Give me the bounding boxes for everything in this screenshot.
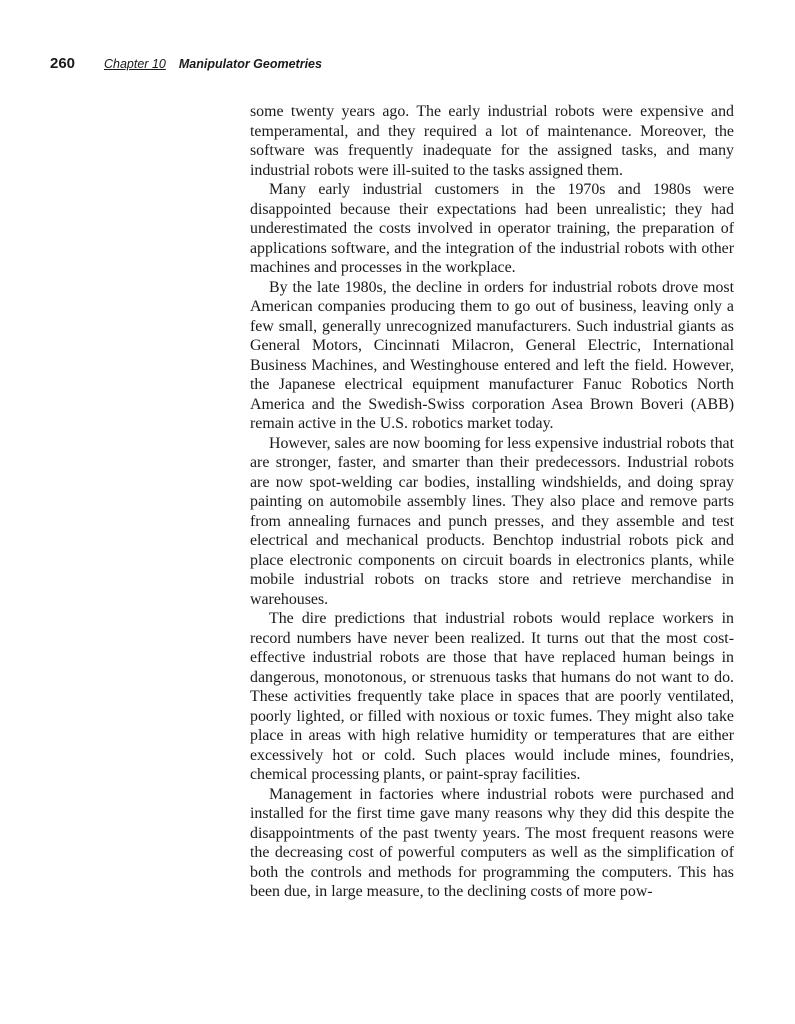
running-head [50, 55, 322, 73]
paragraph: However, sales are now booming for less expensive industrial robots that are stronger, faster, and smarter than their predecessors. Industrial robots are now spot-welding car bodies, installing windshields, and doing spray painting on automobile assembly lines. They also place and remove parts from annealing furnaces and punch presses, and they assemble and test electrical and mechanical products. Benchtop industrial robots pick and place electronic components on circuit boards in electronics plants, while mobile industrial robots on tracks store and retrieve merchandise in warehouses. [250, 434, 734, 608]
body-text [250, 102, 734, 902]
page-number: 260 [50, 55, 76, 72]
chapter-title: Manipulator Geometries [178, 57, 322, 71]
paragraph: By the late 1980s, the decline in orders for industrial robots drove most American companies producing them to go out of business, leaving only a few small, generally unrecognized manufacturers. Such industrial giants as General Motors, Cincinnati Milacron, General Electric, International Business Machines, and Westinghouse entered and left the field. However, the Japanese electrical equipment manufacturer Fanuc Robotics North America and the Swedish-Swiss corporation Asea Brown Boveri (ABB) remain active in the U.S. robotics market today. [250, 278, 734, 432]
paragraph-continued: some twenty years ago. The early industrial robots were expensive and temperamental, and they required a lot of maintenance. Moreover, the software was frequently inadequate for the assigned tasks, and many industrial robots were ill-suited to the tasks assigned them. [250, 103, 734, 179]
paragraph: The dire predictions that industrial robots would replace workers in record numbers have never been realized. It turns out that the most cost-effective industrial robots are those that have replaced human beings in dangerous, monotonous, or strenuous tasks that humans do not want to do. These activities frequently take place in spaces that are poorly ventilated, poorly lighted, or filled with noxious or toxic fumes. They might also take place in areas with high relative humidity or temperatures that are either excessively hot or cold. Such places would include mines, foundries, chemical processing plants, or paint-spray facilities. [250, 610, 734, 783]
paragraph: Many early industrial customers in the 1970s and 1980s were disappointed because their expectations had been unrealistic; they had underestimated the costs involved in operator training, the preparation of applications software, and the integration of the industrial robots with other machines and processes in the workplace. [250, 181, 734, 276]
paragraph: Management in factories where industrial robots were purchased and installed for the first time gave many reasons why they did this despite the disappointments of the past twenty years. The most frequent reasons were the decreasing cost of powerful computers as well as the simplification of both the controls and methods for programming the computers. This has been due, in large measure, to the declining costs of more pow- [250, 785, 734, 900]
chapter-label: Chapter 10 [104, 57, 166, 71]
